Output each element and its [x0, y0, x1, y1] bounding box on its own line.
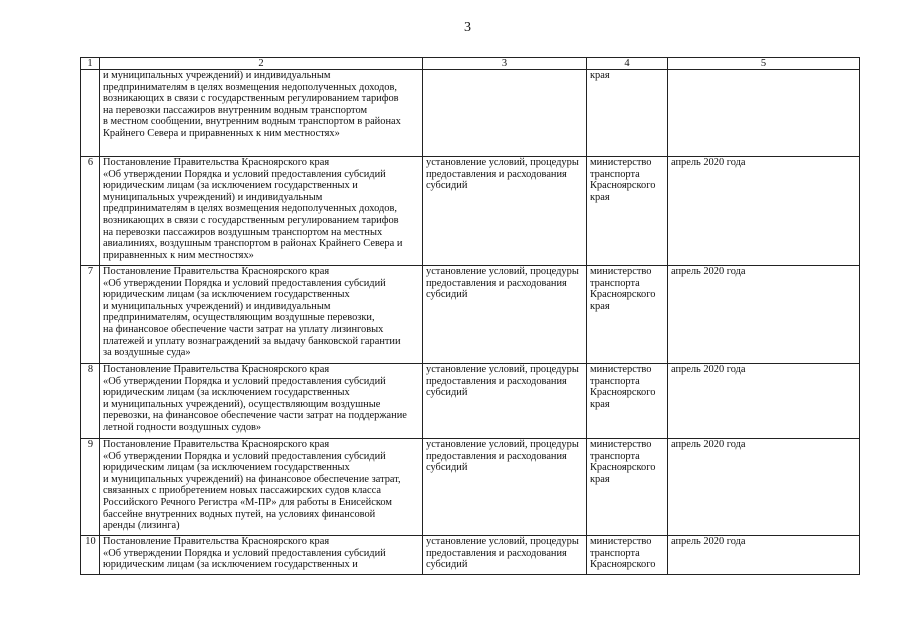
deadline-cell: апрель 2020 года — [668, 157, 860, 266]
document-name-line: юридическим лицам (за исключением государственных и — [103, 559, 358, 571]
document-name-line: и муниципальных учреждений) и индивидуальным — [103, 70, 331, 81]
content-cell — [423, 364, 587, 439]
responsible-line: министерство — [590, 536, 652, 547]
document-name-line: юридическим лицам (за исключением государственных и — [103, 180, 358, 192]
document-name-line: «Об утверждении Порядка и условий предоставления субсидий — [103, 277, 386, 289]
document-name-line: бассейне внутренних водных путей, на условиях финансовой — [103, 508, 376, 520]
document-name-line: предпринимателям, осуществляющим воздушные перевозки, — [103, 312, 375, 324]
content-line: установление условий, процедуры — [426, 439, 579, 450]
document-name-line: юридическим лицам (за исключением государственных — [103, 387, 350, 399]
row-number: 10 — [81, 536, 100, 575]
document-name-line: Российского Речного Регистра «М-ПР» для работы в Енисейском — [103, 496, 392, 508]
document-name-line: муниципальных учреждений) и индивидуальным — [103, 191, 323, 203]
page-number: 3 — [464, 20, 471, 35]
document-name-line: авиалиниях, воздушным транспортом в районах Крайнего Севера и — [103, 238, 403, 250]
content-line: предоставления и расходования — [426, 375, 567, 387]
responsible-line: министерство — [590, 266, 652, 277]
document-name-line: приравненных к ним местностях» — [103, 249, 254, 261]
row-number — [81, 70, 100, 157]
content-cell — [423, 157, 587, 266]
document-name-line: и муниципальных учреждений) на финансовое обеспечение затрат, — [103, 473, 401, 485]
content-line: субсидий — [426, 180, 468, 192]
document-name-line: возникающих в связи с государственным регулированием тарифов — [103, 214, 399, 226]
table-header-row — [81, 58, 860, 70]
table-row — [81, 364, 860, 439]
content-line: предоставления и расходования — [426, 277, 567, 289]
document-name-cell — [100, 266, 423, 364]
responsible-line: Красноярского — [590, 559, 656, 571]
header-col-5: 5 — [668, 58, 860, 70]
responsible-line: Красноярского — [590, 180, 656, 192]
row-number: 9 — [81, 439, 100, 536]
responsible-line: Красноярского — [590, 462, 656, 474]
document-name-line: возникающих в связи с государственным регулированием тарифов — [103, 93, 399, 105]
document-name-line: Крайнего Севера и приравненных к ним местностях» — [103, 127, 340, 139]
document-name-cell — [100, 70, 423, 157]
document-name-line: на перевозки пассажиров внутренним водным транспортом — [103, 104, 368, 116]
responsible-cell — [587, 439, 668, 536]
responsible-line: министерство — [590, 157, 652, 168]
document-name-line: летной годности воздушных судов» — [103, 421, 262, 433]
content-cell — [423, 439, 587, 536]
table-row — [81, 439, 860, 536]
responsible-line: транспорта — [590, 547, 640, 559]
table-row — [81, 536, 860, 575]
content-line: установление условий, процедуры — [426, 266, 579, 277]
deadline-cell: апрель 2020 года — [668, 266, 860, 364]
deadline-cell: апрель 2020 года — [668, 536, 860, 575]
document-name-line: «Об утверждении Порядка и условий предоставления субсидий — [103, 168, 386, 180]
document-name-cell — [100, 364, 423, 439]
deadline-cell: апрель 2020 года — [668, 364, 860, 439]
document-name-line: Постановление Правительства Красноярского края — [103, 266, 330, 277]
content-line: установление условий, процедуры — [426, 364, 579, 375]
document-name-cell — [100, 157, 423, 266]
document-name-line: Постановление Правительства Красноярского края — [103, 157, 330, 168]
header-col-3: 3 — [423, 58, 587, 70]
responsible-line: Красноярского — [590, 289, 656, 301]
responsible-cell — [587, 157, 668, 266]
document-name-line: на финансовое обеспечение части затрат на уплату лизинговых — [103, 323, 384, 335]
responsible-line: края — [590, 70, 610, 81]
document-name-line: юридическим лицам (за исключением государственных — [103, 289, 350, 301]
document-name-line: и муниципальных учреждений) и индивидуальным — [103, 300, 331, 312]
content-line: установление условий, процедуры — [426, 536, 579, 547]
content-line: субсидий — [426, 559, 468, 571]
document-name-line: Постановление Правительства Красноярского края — [103, 439, 330, 450]
document-name-line: в местном сообщении, внутренним водным транспортом в районах — [103, 116, 401, 128]
responsible-line: министерство — [590, 364, 652, 375]
deadline-cell — [668, 70, 860, 157]
document-name-line: аренды (лизинга) — [103, 520, 180, 532]
content-line: предоставления и расходования — [426, 168, 567, 180]
responsible-line: края — [590, 398, 610, 410]
header-col-1: 1 — [81, 58, 100, 70]
content-cell — [423, 536, 587, 575]
responsible-line: министерство — [590, 439, 652, 450]
document-name-line: «Об утверждении Порядка и условий предоставления субсидий — [103, 450, 386, 462]
table-row — [81, 70, 860, 157]
responsible-line: края — [590, 473, 610, 485]
document-name-cell — [100, 439, 423, 536]
table-row — [81, 266, 860, 364]
responsible-cell — [587, 536, 668, 575]
content-line: субсидий — [426, 387, 468, 399]
document-name-line: предпринимателям в целях возмещения недополученных доходов, — [103, 81, 397, 93]
content-line: субсидий — [426, 289, 468, 301]
document-name-line: «Об утверждении Порядка и условий предоставления субсидий — [103, 547, 386, 559]
responsible-cell — [587, 266, 668, 364]
content-line: установление условий, процедуры — [426, 157, 579, 168]
document-name-line: «Об утверждении Порядка и условий предоставления субсидий — [103, 375, 386, 387]
document-name-line: перевозки, на финансовое обеспечение части затрат на поддержание — [103, 410, 407, 422]
responsible-line: края — [590, 300, 610, 312]
document-name-cell — [100, 536, 423, 575]
responsible-cell — [587, 364, 668, 439]
content-line: предоставления и расходования — [426, 450, 567, 462]
responsible-line: транспорта — [590, 168, 640, 180]
document-name-line: юридическим лицам (за исключением государственных — [103, 462, 350, 474]
header-col-2: 2 — [100, 58, 423, 70]
deadline-cell: апрель 2020 года — [668, 439, 860, 536]
content-line: предоставления и расходования — [426, 547, 567, 559]
table-row — [81, 157, 860, 266]
document-name-line: предпринимателям в целях возмещения недополученных доходов, — [103, 203, 397, 215]
document-name-line: и муниципальных учреждений), осуществляющим воздушные — [103, 398, 381, 410]
measures-table — [80, 57, 860, 575]
content-cell — [423, 70, 587, 157]
responsible-line: транспорта — [590, 277, 640, 289]
document-name-line: за воздушные суда» — [103, 347, 191, 359]
header-col-4: 4 — [587, 58, 668, 70]
document-name-line: на перевозки пассажиров воздушным транспортом на местных — [103, 226, 383, 238]
content-line: субсидий — [426, 462, 468, 474]
responsible-line: Красноярского — [590, 387, 656, 399]
row-number: 7 — [81, 266, 100, 364]
row-number: 6 — [81, 157, 100, 266]
responsible-cell — [587, 70, 668, 157]
responsible-line: транспорта — [590, 375, 640, 387]
responsible-line: края — [590, 191, 610, 203]
responsible-line: транспорта — [590, 450, 640, 462]
document-name-line: Постановление Правительства Красноярского края — [103, 364, 330, 375]
document-name-line: связанных с приобретением новых пассажирских судов класса — [103, 485, 381, 497]
content-cell — [423, 266, 587, 364]
row-number: 8 — [81, 364, 100, 439]
document-name-line: платежей и уплату вознаграждений за выдачу банковской гарантии — [103, 335, 401, 347]
document-name-line: Постановление Правительства Красноярского края — [103, 536, 330, 547]
